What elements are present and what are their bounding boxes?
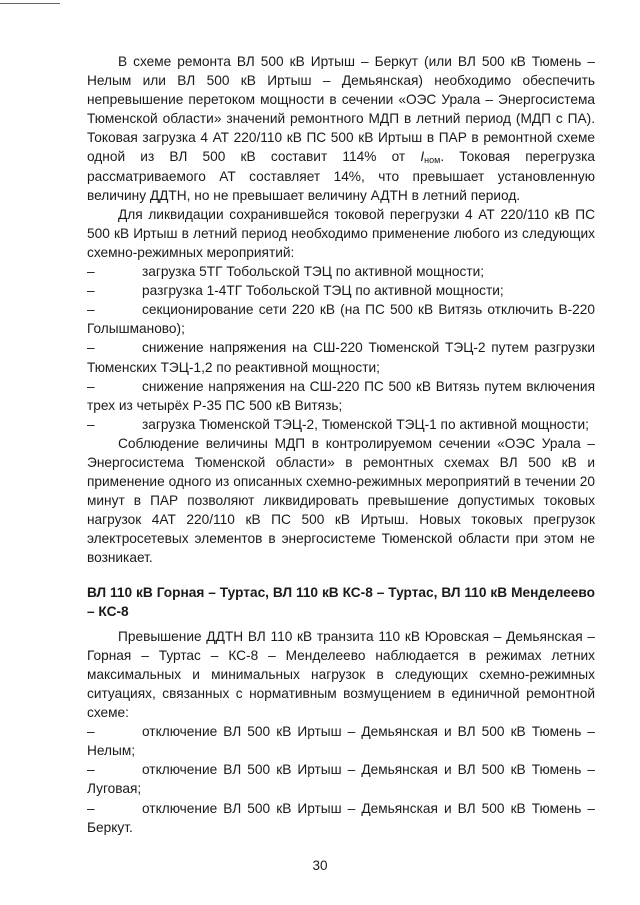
document-page xyxy=(87,52,595,837)
list-dash: – xyxy=(87,283,95,299)
list-item: – разгрузка 1-4ТГ Тобольской ТЭЦ по активной мощности; xyxy=(87,281,595,300)
list-dash: – xyxy=(87,762,95,778)
list-item: – отключение ВЛ 500 кВ Иртыш – Демьянская и ВЛ 500 кВ Тюмень – Беркут. xyxy=(87,800,595,835)
list-item: – секционирование сети 220 кВ (на ПС 500 кВ Витязь отключить В-220 Голышманово); xyxy=(87,302,595,337)
list-dash: – xyxy=(87,264,95,280)
paragraph-repair-scheme: В схеме ремонта ВЛ 500 кВ Иртыш – Беркут (или ВЛ 500 кВ Тюмень – Нелым или ВЛ 500 кВ Иртыш – Демьянская) необходимо обеспечить непревышение перетоком мощности в сечении «ОЭС Урала – Энергосистема Тюменской области» значений ремонтного МДП в летний период (МДП с ПА). Токовая загрузка 4 АТ 220/110 кВ ПС 500 кВ Иртыш в ПАР в ремонтной схеме одной из ВЛ 500 кВ составит 114% от $I_{ном}$. Токовая перегрузка рассматриваемого АТ составляет 14%, что превышает установленную величину ДДТН, но не превышает величину АДТН в летний период. xyxy=(87,54,595,203)
list-item: – отключение ВЛ 500 кВ Иртыш – Демьянская и ВЛ 500 кВ Тюмень – Нелым; xyxy=(87,724,595,759)
list-dash: – xyxy=(87,724,95,740)
current-symbol: I xyxy=(420,149,425,165)
list-dash: – xyxy=(87,340,95,356)
paragraph-ddtn-exceedance: Превышение ДДТН ВЛ 110 кВ транзита 110 кВ Юровская – Демьянская – Горная – Туртас – КС-8 – Менделеево наблюдается в режимах летних максимальных и минимальных нагрузок в следующих схемно-режимных ситуациях, связанных с нормативным возмущением в единичной ремонтной схеме: xyxy=(87,628,595,721)
section-heading: ВЛ 110 кВ Горная – Туртас, ВЛ 110 кВ КС-8 – Туртас, ВЛ 110 кВ Менделеево – КС-8 xyxy=(87,584,595,619)
list-dash: – xyxy=(87,800,95,816)
page-number: 30 xyxy=(312,858,328,873)
list-item: – отключение ВЛ 500 кВ Иртыш – Демьянская и ВЛ 500 кВ Тюмень – Луговая; xyxy=(87,762,595,797)
list-item: – снижение напряжения на СШ-220 ПС 500 кВ Витязь путем включения трех из четырёх Р-35 ПС 500 кВ Витязь; xyxy=(87,378,595,413)
paragraph-measures-intro: Для ликвидации сохранившейся токовой перегрузки 4 АТ 220/110 кВ ПС 500 кВ Иртыш в летний период необходимо применение любого из следующих схемно-режимных мероприятий: xyxy=(87,206,595,260)
paragraph-mdp-compliance: Соблюдение величины МДП в контролируемом сечении «ОЭС Урала – Энергосистема Тюменской области» в ремонтных схемах ВЛ 500 кВ и применение одного из описанных схемно-режимных мероприятий в течении 20 минут в ПАР позволяют ликвидировать превышение допустимых токовых нагрузок 4АТ 220/110 кВ ПС 500 кВ Иртыш. Новых токовых прегрузок электросетевых элементов в энергосистеме Тюменской области при этом не возникает. xyxy=(87,435,595,566)
scan-corner-line xyxy=(0,3,60,4)
list-dash: – xyxy=(87,416,95,432)
section-gap xyxy=(87,568,595,583)
list-item: – загрузка Тюменской ТЭЦ-2, Тюменской ТЭЦ-1 по активной мощности; xyxy=(87,415,595,434)
list-item: – снижение напряжения на СШ-220 Тюменской ТЭЦ-2 путем разгрузки Тюменских ТЭЦ-1,2 по реактивной мощности; xyxy=(87,340,595,375)
list-dash: – xyxy=(87,302,95,318)
list-dash: – xyxy=(87,378,95,394)
list-item: – загрузка 5ТГ Тобольской ТЭЦ по активной мощности; xyxy=(87,262,595,281)
current-subscript: ном xyxy=(424,155,441,166)
